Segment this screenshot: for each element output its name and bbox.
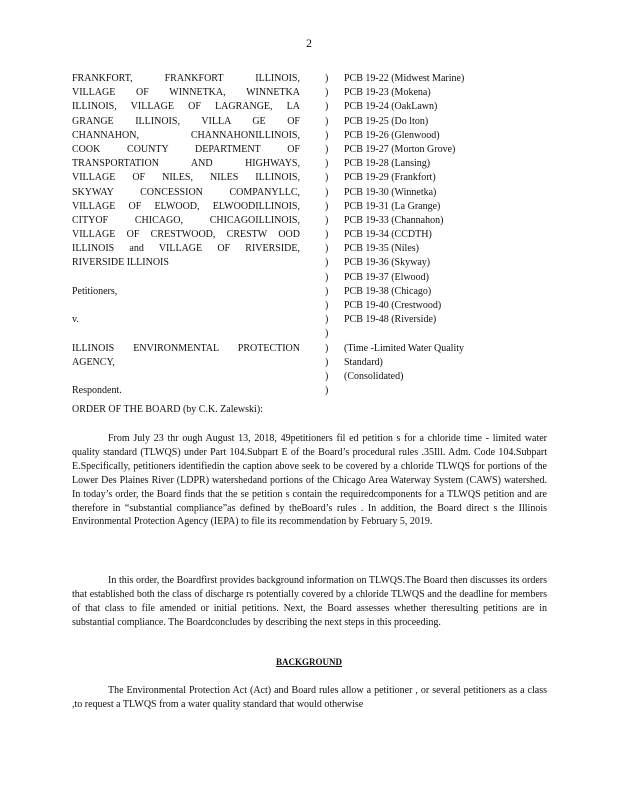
paragraph-background — [72, 684, 547, 712]
caption-party-text: TRANSPORTATION AND HIGHWAYS, — [72, 158, 300, 170]
caption-separator: ) — [325, 115, 329, 127]
caption-row — [72, 271, 552, 285]
caption-docket-text: PCB 19-33 (Channahon) — [344, 214, 444, 226]
caption-separator: ) — [325, 300, 329, 311]
caption-separator: ) — [325, 271, 329, 283]
caption-docket-text: PCB 19-36 (Skyway) — [344, 257, 431, 269]
caption-docket-text: PCB 19-22 (Midwest Marine) — [344, 73, 465, 84]
caption-row — [72, 342, 552, 356]
caption-separator: ) — [325, 314, 329, 326]
caption-separator: ) — [325, 285, 329, 297]
page-number: 2 — [306, 36, 312, 50]
caption-docket-text: PCB 19-26 (Glenwood) — [344, 129, 440, 141]
section-heading-background — [0, 657, 618, 667]
caption-separator: ) — [325, 243, 329, 255]
caption-row — [72, 356, 552, 370]
caption-docket-text: PCB 19-30 (Winnetka) — [344, 186, 437, 198]
caption-separator: ) — [325, 214, 329, 226]
caption-party-text: VILLAGE OF CRESTWOOD, CRESTW OOD — [72, 229, 300, 241]
caption-party-text: VILLAGE OF NILES, NILES ILLINOIS, — [72, 172, 300, 184]
caption-party-text: GRANGE ILLINOIS, VILLA GE OF — [72, 115, 300, 127]
caption-row — [72, 86, 552, 100]
caption-party-text: FRANKFORT, FRANKFORT ILLINOIS, — [72, 73, 300, 84]
caption-docket-text: PCB 19-48 (Riverside) — [344, 314, 437, 326]
paragraph-overview — [72, 574, 547, 630]
caption-docket-text: PCB 19-40 (Crestwood) — [344, 300, 442, 311]
caption-docket-text: PCB 19-25 (Do lton) — [344, 115, 429, 127]
caption-row — [72, 115, 552, 129]
caption-separator: ) — [325, 328, 329, 340]
caption-separator: ) — [325, 158, 329, 170]
caption-party-text: CHANNAHON, CHANNAHONILLINOIS, — [72, 129, 300, 141]
section-heading-background-text: BACKGROUND — [275, 657, 342, 667]
caption-party-text: ILLINOIS and VILLAGE OF RIVERSIDE, — [72, 243, 300, 255]
caption-separator: ) — [325, 186, 329, 198]
caption-row — [72, 299, 552, 313]
caption-party-text: SKYWAY CONCESSION COMPANYLLC, — [72, 186, 300, 198]
caption-row — [72, 72, 552, 86]
caption-row — [72, 256, 552, 270]
caption-row — [72, 370, 552, 384]
caption-separator: ) — [325, 370, 329, 382]
paragraph-overview-text: In this order, the Boardfirst provides background information on TLWQS.The Board then discusses its orders that established both the class of discharge rs potentially covered by a chloride TLWQS and the deadline for members of that class to file amended or initial petitions. Next, the Board assesses whether theresulting petitions are in substantial compliance. The Boardconcludes by describing the next steps in this proceeding. — [72, 575, 547, 628]
caption-party-text: RIVERSIDE ILLINOIS — [72, 257, 169, 269]
caption-docket-text: PCB 19-29 (Frankfort) — [344, 172, 436, 184]
caption-docket-text: (Time -Limited Water Quality — [344, 342, 465, 354]
caption-party-text: Respondent. — [72, 385, 122, 397]
caption-separator: ) — [325, 385, 329, 397]
caption-docket-text: PCB 19-28 (Lansing) — [344, 158, 431, 170]
caption-party-text: VILLAGE OF ELWOOD, ELWOODILLINOIS, — [72, 200, 300, 212]
caption-docket-text: PCB 19-34 (CCDTH) — [344, 229, 432, 241]
caption-separator: ) — [325, 143, 329, 155]
case-caption — [72, 72, 552, 398]
caption-separator: ) — [325, 129, 329, 141]
caption-separator: ) — [325, 356, 329, 368]
caption-row — [72, 214, 552, 228]
paragraph-background-text: The Environmental Protection Act (Act) and Board rules allow a petitioner , or several petitioners as a class ,to request a TLWQS from a water quality standard that would otherwise — [72, 685, 547, 710]
caption-separator: ) — [325, 172, 329, 184]
caption-row — [72, 313, 552, 327]
caption-docket-text: PCB 19-24 (OakLawn) — [344, 101, 438, 113]
caption-party-text: v. — [72, 314, 79, 326]
caption-separator: ) — [325, 87, 329, 99]
caption-party-text: ILLINOIS, VILLAGE OF LAGRANGE, LA — [72, 101, 300, 113]
caption-party-text: CITYOF CHICAGO, CHICAGOILLINOIS, — [72, 214, 300, 226]
caption-docket-text: PCB 19-27 (Morton Grove) — [344, 143, 456, 155]
caption-row — [72, 384, 552, 398]
caption-separator: ) — [325, 101, 329, 113]
paragraph-intro-text: From July 23 thr ough August 13, 2018, 49petitioners fil ed petition s for a chloride time - limited water quality standard (TLWQS) under Part 104.Subpart E of the Board’s procedural rules .35Ill. Adm. Code 104.Subpart E.Specifically, petitioners identifiedin the caption above seek to be covered by a chloride TLWQS for portions of the Lower Des Plaines River (LDPR) watershedand portions of the Chicago Area Waterway System (CAWS) watershed. In today’s order, the Board finds that the se petition s contain the requiredcomponents for a TLWQS petition and are therefore in “substantial compliance”as defined by theBoard’s rules . In addition, the Board direct s the Illinois Environmental Protection Agency (IEPA) to file its recommendation by February 5, 2019. — [72, 433, 547, 528]
caption-row — [72, 242, 552, 256]
paragraph-intro — [72, 432, 547, 529]
caption-party-text: COOK COUNTY DEPARTMENT OF — [72, 143, 300, 155]
caption-party-text: Petitioners, — [72, 285, 118, 297]
caption-docket-text: Standard) — [344, 356, 383, 368]
caption-party-text: VILLAGE OF WINNETKA, WINNETKA — [72, 87, 300, 99]
caption-row — [72, 200, 552, 214]
caption-docket-text: (Consolidated) — [344, 370, 404, 382]
caption-row — [72, 157, 552, 171]
caption-row — [72, 228, 552, 242]
caption-row — [72, 129, 552, 143]
caption-party-text: ILLINOIS ENVIRONMENTAL PROTECTION — [72, 342, 300, 354]
caption-separator: ) — [325, 73, 329, 84]
caption-docket-text: PCB 19-35 (Niles) — [344, 243, 419, 255]
caption-row — [72, 186, 552, 200]
caption-docket-text: PCB 19-23 (Mokena) — [344, 87, 431, 99]
caption-separator: ) — [325, 229, 329, 241]
caption-row — [72, 143, 552, 157]
caption-separator: ) — [325, 257, 329, 269]
caption-row — [72, 327, 552, 341]
caption-separator: ) — [325, 200, 329, 212]
order-title: ORDER OF THE BOARD (by C.K. Zalewski): — [72, 404, 263, 415]
caption-row — [72, 100, 552, 114]
caption-party-text: AGENCY, — [72, 356, 115, 368]
caption-row — [72, 285, 552, 299]
caption-separator: ) — [325, 342, 329, 354]
caption-docket-text: PCB 19-38 (Chicago) — [344, 285, 432, 297]
caption-row — [72, 171, 552, 185]
caption-docket-text: PCB 19-31 (La Grange) — [344, 200, 441, 212]
caption-docket-text: PCB 19-37 (Elwood) — [344, 271, 429, 283]
